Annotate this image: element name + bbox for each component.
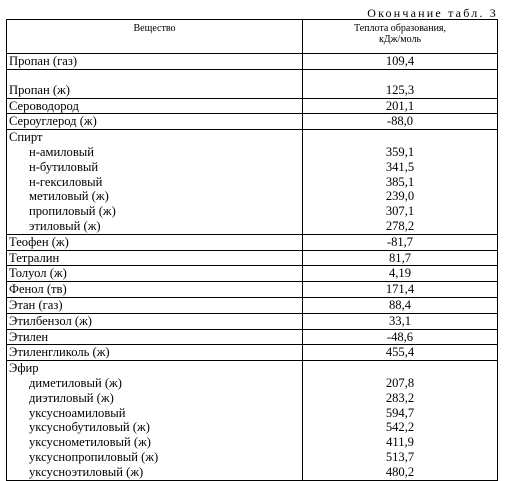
table-row [7, 345, 498, 361]
table-row [7, 297, 498, 313]
blank-row [7, 69, 498, 83]
table-row [7, 204, 498, 219]
row-name: н-амиловый [29, 144, 94, 159]
row-value: 411,9 [303, 435, 498, 450]
table-row [7, 391, 498, 406]
table-row [7, 160, 498, 175]
row-name: Сероуглерод (ж) [7, 114, 303, 130]
table-row [7, 435, 498, 450]
row-name: Этилбензол (ж) [7, 313, 303, 329]
table-row [7, 376, 498, 391]
row-name: пропиловый (ж) [29, 204, 116, 219]
row-name: н-бутиловый [29, 159, 99, 174]
column-header-heat-line1: Теплота образования, [353, 23, 447, 34]
row-value: 341,5 [303, 160, 498, 175]
table-row [7, 189, 498, 204]
row-name: уксуснометиловый (ж) [29, 435, 151, 450]
table-row [7, 83, 498, 98]
row-value [303, 130, 498, 145]
row-name: Этиленгликоль (ж) [7, 345, 303, 361]
table-row [7, 450, 498, 465]
table-row [7, 250, 498, 266]
heat-of-formation-table [6, 19, 498, 481]
table-row [7, 329, 498, 345]
row-name: Пропан (газ) [7, 54, 303, 70]
row-value [303, 361, 498, 376]
table-row [7, 145, 498, 160]
group-name: Эфир [7, 361, 303, 376]
row-name: этиловый (ж) [29, 218, 101, 233]
row-value: 33,1 [303, 313, 498, 329]
row-value: 88,4 [303, 297, 498, 313]
row-value: -48,6 [303, 329, 498, 345]
table-row [7, 282, 498, 298]
row-value: 278,2 [303, 219, 498, 234]
row-value: 513,7 [303, 450, 498, 465]
table-row [7, 313, 498, 329]
row-value: 359,1 [303, 145, 498, 160]
row-name: Толуол (ж) [7, 266, 303, 282]
table-row [7, 406, 498, 421]
row-name: Тетралин [7, 250, 303, 266]
row-name: уксуснопропиловый (ж) [29, 449, 159, 464]
row-name: уксусноэтиловый (ж) [29, 464, 144, 479]
column-header-substance: Вещество [7, 20, 303, 54]
row-name: н-гексиловый [29, 174, 103, 189]
row-name: Этилен [7, 329, 303, 345]
table-row [7, 266, 498, 282]
row-name: Фенол (тв) [7, 282, 303, 298]
row-value: 125,3 [303, 83, 498, 98]
row-name: уксусноамиловый [29, 405, 126, 420]
row-value: 81,7 [303, 250, 498, 266]
row-value: 307,1 [303, 204, 498, 219]
row-value: 201,1 [303, 98, 498, 114]
table-caption: Окончание табл. 3 [367, 6, 498, 20]
row-value: 594,7 [303, 406, 498, 421]
row-name: уксуснобутиловый (ж) [29, 420, 150, 435]
group-header-row [7, 361, 498, 376]
row-value: -81,7 [303, 234, 498, 250]
group-header-row [7, 130, 498, 145]
row-value: 239,0 [303, 189, 498, 204]
row-value: 480,2 [303, 465, 498, 480]
row-value: 542,2 [303, 420, 498, 435]
table-row [7, 98, 498, 114]
table-row [7, 420, 498, 435]
table-header-row [7, 20, 498, 54]
row-name: Сероводород [7, 98, 303, 114]
row-name: диэтиловый (ж) [29, 390, 114, 405]
table-row [7, 234, 498, 250]
row-value: 4,19 [303, 266, 498, 282]
table-row [7, 54, 498, 70]
row-name: Пропан (ж) [7, 83, 303, 98]
row-value: 171,4 [303, 282, 498, 298]
column-header-heat-line2: кДж/моль [378, 34, 422, 45]
column-header-heat [303, 20, 498, 54]
table-row [7, 219, 498, 234]
row-value: 455,4 [303, 345, 498, 361]
row-value: 385,1 [303, 175, 498, 190]
table-row [7, 175, 498, 190]
row-value: -88,0 [303, 114, 498, 130]
row-name: Этан (газ) [7, 297, 303, 313]
row-name: Теофен (ж) [7, 234, 303, 250]
group-name: Спирт [7, 130, 303, 145]
row-value: 109,4 [303, 54, 498, 70]
row-value: 207,8 [303, 376, 498, 391]
row-name: метиловый (ж) [29, 189, 109, 204]
row-value: 283,2 [303, 391, 498, 406]
table-row [7, 114, 498, 130]
table-row [7, 465, 498, 480]
row-name: диметиловый (ж) [29, 375, 122, 390]
